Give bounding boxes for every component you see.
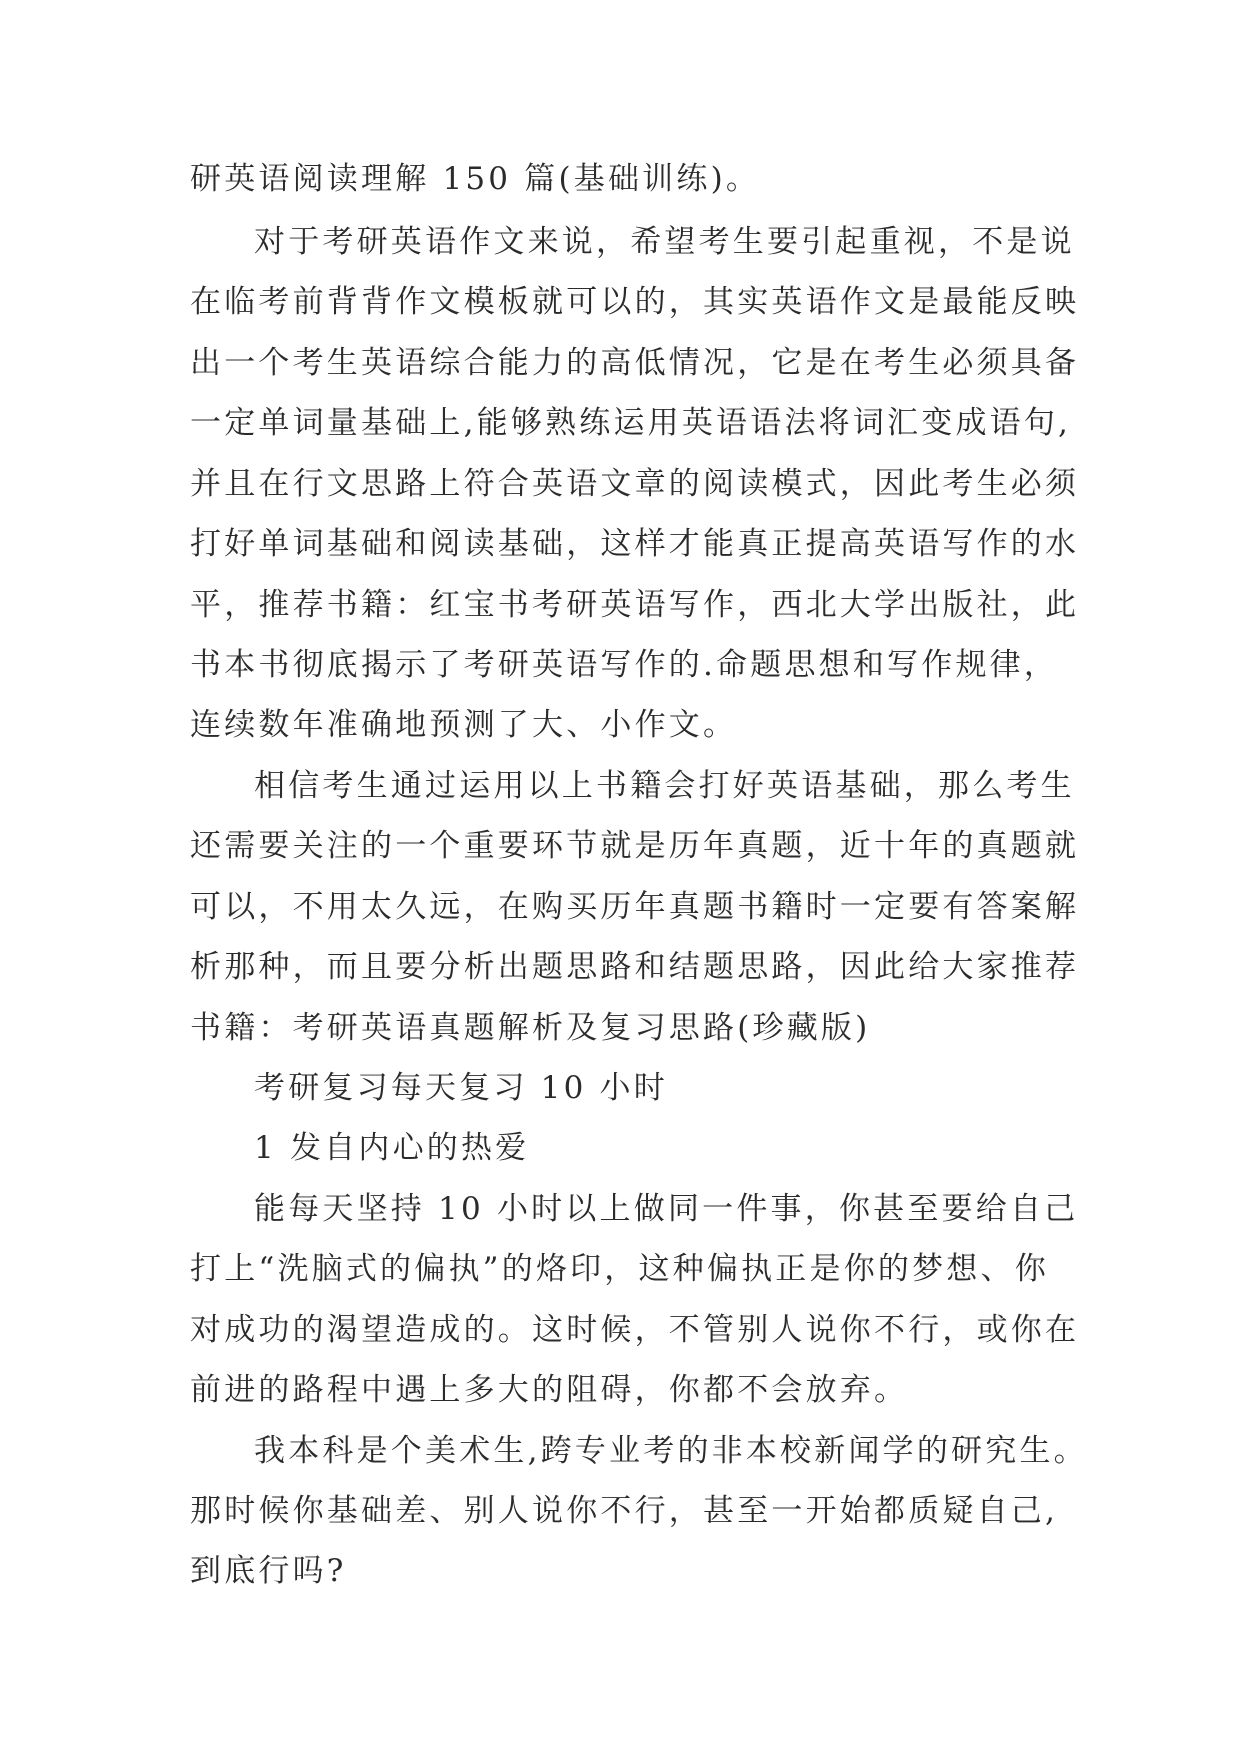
text-line: 出一个考生英语综合能力的高低情况，它是在考生必须具备 [190, 345, 1080, 381]
text-line: 到底行吗? [190, 1553, 347, 1589]
text-line: 平，推荐书籍：红宝书考研英语写作，西北大学出版社，此 [190, 587, 1080, 623]
text-line: 在临考前背背作文模板就可以的，其实英语作文是最能反映 [190, 284, 1080, 320]
text-line: 连续数年准确地预测了大、小作文。 [190, 707, 738, 743]
text-line: 析那种，而且要分析出题思路和结题思路，因此给大家推荐 [190, 949, 1080, 985]
text-line: 书本书彻底揭示了考研英语写作的.命题思想和写作规律， [190, 647, 1059, 683]
text-line: 对成功的渴望造成的。这时候，不管别人说你不行，或你在 [190, 1312, 1080, 1348]
text-line: 打好单词基础和阅读基础，这样才能真正提高英语写作的水 [190, 526, 1080, 562]
paragraph-start-line: 相信考生通过运用以上书籍会打好英语基础，那么考生 [254, 768, 1075, 804]
text-line: 前进的路程中遇上多大的阻碍，你都不会放弃。 [190, 1372, 909, 1408]
text-line: 书籍：考研英语真题解析及复习思路(珍藏版) [190, 1010, 871, 1046]
text-line: 研英语阅读理解 150 篇(基础训练)。 [190, 161, 761, 197]
text-line: 打上“洗脑式的偏执”的烙印，这种偏执正是你的梦想、你 [190, 1251, 1049, 1287]
paragraph-start-line: 能每天坚持 10 小时以上做同一件事，你甚至要给自己 [254, 1191, 1079, 1227]
text-line: 可以，不用太久远，在购买历年真题书籍时一定要有答案解 [190, 889, 1080, 925]
section-heading: 考研复习每天复习 10 小时 [254, 1070, 668, 1106]
subsection-heading: 1 发自内心的热爱 [254, 1130, 530, 1166]
text-line: 一定单词量基础上,能够熟练运用英语语法将词汇变成语句, [190, 405, 1072, 441]
text-line: 那时候你基础差、别人说你不行，甚至一开始都质疑自己, [190, 1493, 1059, 1529]
text-line: 并且在行文思路上符合英语文章的阅读模式，因此考生必须 [190, 466, 1080, 502]
paragraph-start-line: 我本科是个美术生,跨专业考的非本校新闻学的研究生。 [254, 1433, 1088, 1469]
paragraph-start-line: 对于考研英语作文来说，希望考生要引起重视，不是说 [254, 224, 1075, 260]
text-line: 还需要关注的一个重要环节就是历年真题，近十年的真题就 [190, 828, 1080, 864]
